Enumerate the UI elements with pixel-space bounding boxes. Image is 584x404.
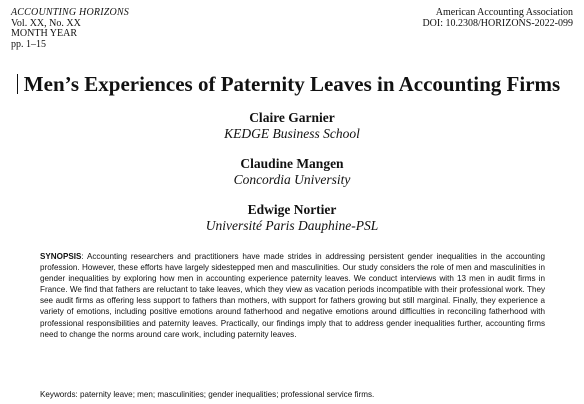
author-block	[0, 202, 584, 234]
doi: DOI: 10.2308/HORIZONS-2022-099	[422, 17, 573, 29]
journal-name: ACCOUNTING HORIZONS	[11, 7, 129, 18]
abstract-label: SYNOPSIS	[40, 252, 82, 261]
abstract-text: Accounting researchers and practitioners have made strides in addressing persistent gender inequalities in the accounting profession. However, these efforts have largely sidestepped men and masculinities. Our study considers the role of men and masculinities in gender inequalities by exploring how men in accounting experience paternity leaves. We conduct interviews with 13 men in audit firms in France. We find that fathers are reluctant to take leaves, which they view as vacation periods incompatible with their professional work. They see audit firms as offering less support to fathers than mothers, with support for fathers growing but still marginal. Finally, they experience a variety of emotions, including positive emotions around fatherhood and negative emotions around difficulties in reconciling fatherhood with professional responsibilities and paternity leaves. Practically, our findings imply that to address gender inequalities further, accounting firms need to change the norms around care work, including paternity leaves.	[40, 252, 545, 339]
publisher-info	[422, 8, 573, 29]
page-range: pp. 1–15	[11, 38, 46, 50]
abstract: SYNOPSIS: Accounting researchers and practitioners have made strides in addressing persistent gender inequalities in the accounting profession. However, these efforts have largely sidestepped men and masculinities. Our study considers the role of men and masculinities in gender inequalities by exploring how men in accounting experience paternity leaves. We conduct interviews with 13 men in audit firms in France. We find that fathers are reluctant to take leaves, which they view as vacation periods incompatible with their professional work. They see audit firms as offering less support to fathers than mothers, with support for fathers growing but still marginal. Finally, they experience a variety of emotions, including positive emotions around fatherhood and negative emotions around difficulties in reconciling fatherhood with professional responsibilities and paternity leaves. Practically, our findings imply that to address gender inequalities further, accounting firms need to change the norms around care work, including paternity leaves.	[40, 252, 545, 339]
author-block	[0, 156, 584, 188]
issue-date: MONTH YEAR	[11, 28, 78, 39]
author-affiliation: KEDGE Business School	[224, 126, 360, 141]
journal-info	[11, 8, 129, 50]
keywords: Keywords: paternity leave; men; masculinities; gender inequalities; professional service firms.	[40, 390, 375, 399]
keywords-label: Keywords	[40, 390, 76, 399]
publisher-name: American Accounting Association	[435, 7, 573, 18]
author-name: Claudine Mangen	[240, 156, 344, 171]
author-name: Claire Garnier	[249, 110, 335, 125]
author-affiliation: Concordia University	[233, 172, 351, 187]
author-block	[0, 110, 584, 142]
keywords-text: paternity leave; men; masculinities; gender inequalities; professional service firms.	[80, 390, 375, 399]
author-name: Edwige Nortier	[247, 202, 337, 217]
paper-title: Men’s Experiences of Paternity Leaves in Accounting Firms	[23, 72, 561, 96]
author-affiliation: Université Paris Dauphine-PSL	[205, 218, 379, 233]
volume-issue: Vol. XX, No. XX	[11, 17, 81, 29]
